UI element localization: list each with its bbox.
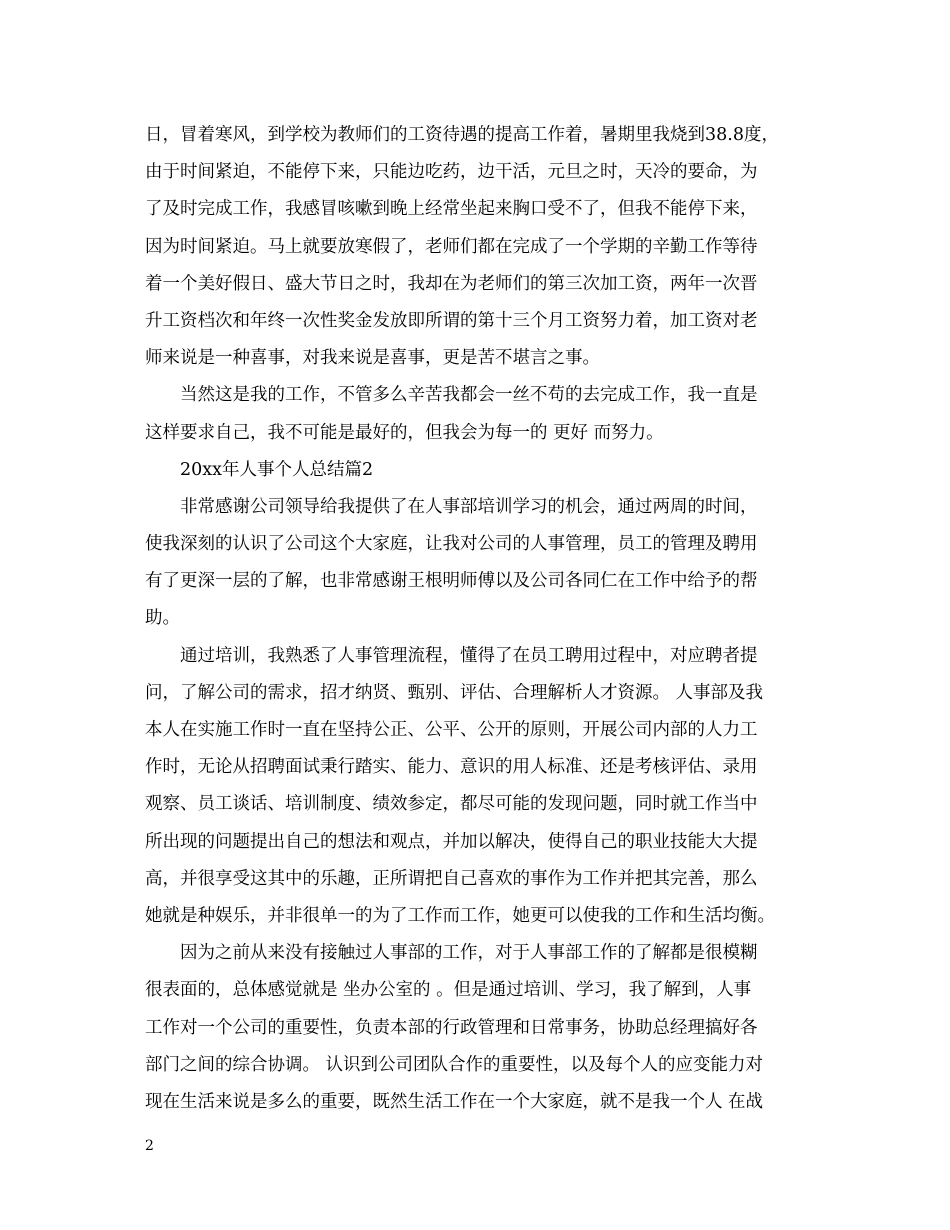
text-line: 观察、员工谈话、培训制度、绩效参定，都尽可能的发现问题，同时就工作当中 bbox=[145, 794, 758, 815]
body-text bbox=[145, 117, 815, 1121]
text-line: 很表面的，总体感觉就是 坐办公室的 。但是通过培训、学习，我了解到，人事 bbox=[145, 980, 752, 1001]
text-line: 由于时间紧迫，不能停下来，只能边吃药，边干活，元旦之时，天冷的要命，为 bbox=[145, 162, 758, 183]
text-line: 她就是种娱乐，并非很单一的为了工作而工作，她更可以使我的工作和生活均衡。 bbox=[145, 905, 775, 926]
text-line: 师来说是一种喜事，对我来说是喜事，更是苦不堪言之事。 bbox=[145, 348, 600, 369]
text-line: 有了更深一层的了解，也非常感谢王根明师傅以及公司各同仁在工作中给予的帮 bbox=[145, 571, 758, 592]
text-line: 了及时完成工作，我感冒咳嗽到晚上经常坐起来胸口受不了，但我不能停下来， bbox=[145, 199, 758, 220]
text-line: 本人在实施工作时一直在坚持公正、公平、公开的原则，开展公司内部的人力工 bbox=[145, 720, 758, 740]
text-line: 问，了解公司的需求，招才纳贤、甄别、评估、合理解析人才资源。 人事部及我 bbox=[145, 682, 764, 703]
paragraph-start-line: 因为之前从来没有接触过人事部的工作，对于人事部工作的了解都是很模糊 bbox=[180, 943, 758, 964]
text-line: 使我深刻的认识了公司这个大家庭，让我对公司的人事管理，员工的管理及聘用 bbox=[145, 534, 758, 555]
paragraph-start-line: 通过培训，我熟悉了人事管理流程，懂得了在员工聘用过程中，对应聘者提 bbox=[180, 645, 758, 666]
text-line: 部门之间的综合协调。 认识到公司团队合作的重要性，以及每个人的应变能力对 bbox=[145, 1054, 764, 1075]
text-line: 所出现的问题提出自己的想法和观点，并加以解决，使得自己的职业技能大大提 bbox=[145, 831, 758, 852]
text-line: 工作对一个公司的重要性，负责本部的行政管理和日常事务，协助总经理搞好各 bbox=[145, 1017, 758, 1038]
text-line: 日，冒着寒风，到学校为教师们的工资待遇的提高工作着，暑期里我烧到38.8度， bbox=[145, 125, 779, 145]
text-line: 升工资档次和年终一次性奖金发放即所谓的第十三个月工资努力着，加工资对老 bbox=[145, 310, 758, 331]
paragraph-start-line: 非常感谢公司领导给我提供了在人事部培训学习的机会，通过两周的时间， bbox=[180, 496, 758, 517]
text-line: 现在生活来说是多么的重要，既然生活工作在一个大家庭，就不是我一个人 在战 bbox=[145, 1091, 764, 1112]
text-line: 这样要求自己，我不可能是最好的，但我会为每一的 更好 而努力。 bbox=[145, 422, 664, 443]
section-heading: 20xx年人事个人总结篇2 bbox=[180, 459, 374, 480]
text-line: 着一个美好假日、盛大节日之时，我却在为老师们的第三次加工资，两年一次晋 bbox=[145, 273, 758, 294]
text-line: 作时，无论从招聘面试秉行踏实、能力、意识的用人标准、还是考核评估、录用 bbox=[145, 757, 758, 778]
page-number: 2 bbox=[145, 1138, 154, 1154]
text-line: 助。 bbox=[145, 608, 180, 629]
paragraph-start-line: 当然这是我的工作，不管多么辛苦我都会一丝不苟的去完成工作，我一直是 bbox=[180, 385, 758, 406]
text-line: 高，并很享受这其中的乐趣，正所谓把自己喜欢的事作为工作并把其完善，那么 bbox=[145, 868, 758, 889]
text-line: 因为时间紧迫。马上就要放寒假了，老师们都在完成了一个学期的辛勤工作等待 bbox=[145, 236, 758, 257]
